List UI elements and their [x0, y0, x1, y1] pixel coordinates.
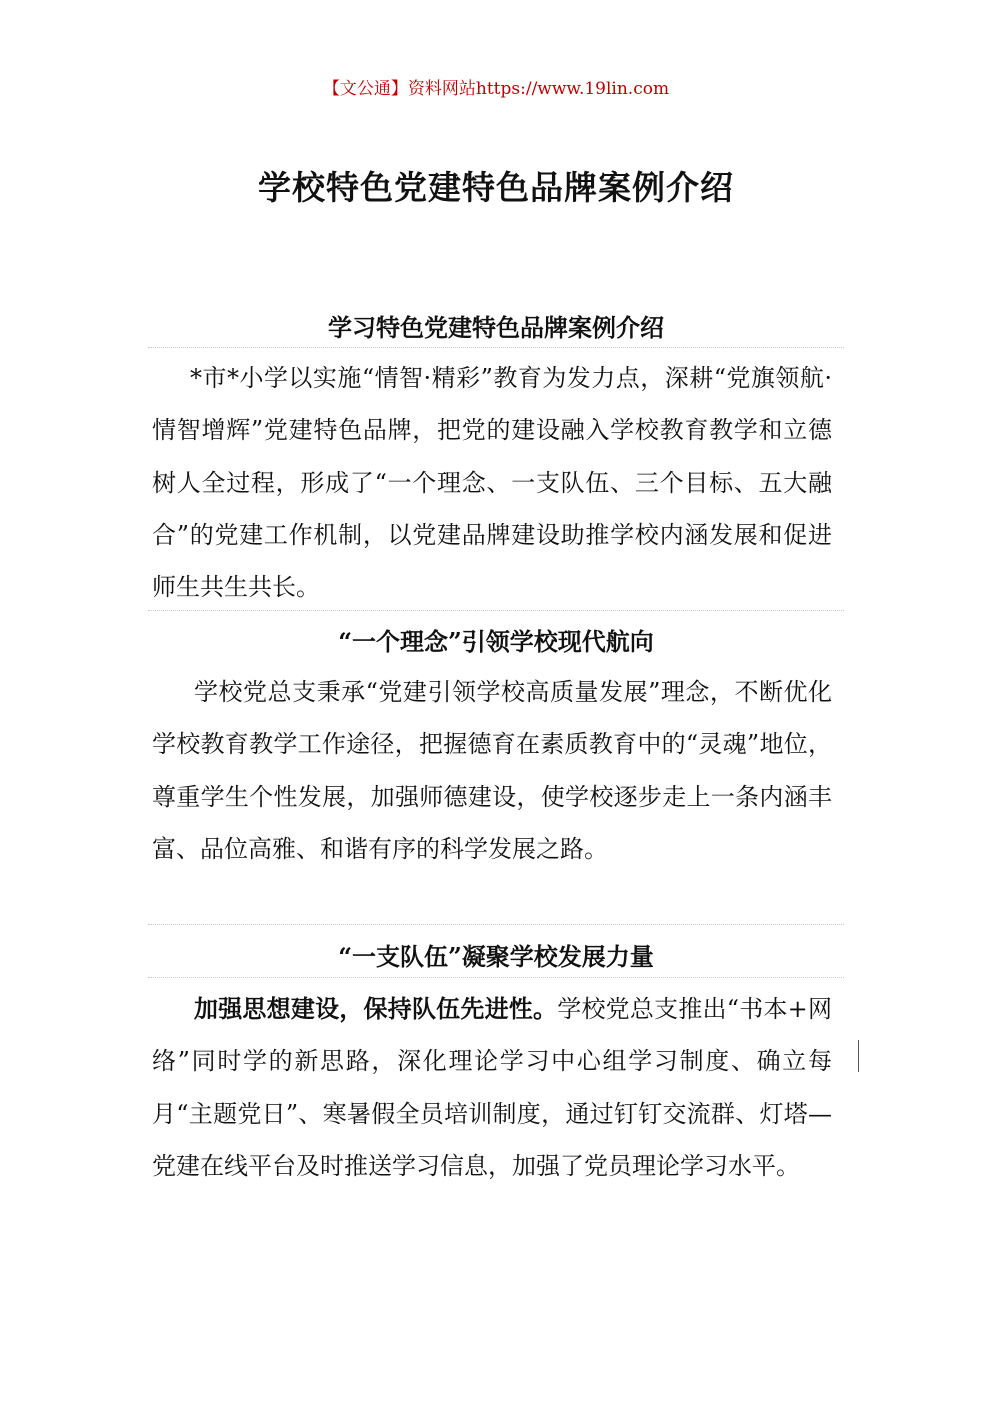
paragraph-bold-lead: 加强思想建设，保持队伍先进性。: [194, 994, 558, 1023]
divider: [148, 347, 844, 348]
document-title: 学校特色党建特色品牌案例介绍: [258, 168, 734, 207]
margin-mark: [858, 1040, 859, 1072]
divider: [148, 924, 844, 925]
divider: [148, 977, 844, 978]
section-paragraph-3: [152, 983, 832, 1192]
section-heading-2: “一个理念”引领学校现代航向: [338, 627, 654, 656]
section-heading-3: “一支队伍”凝聚学校发展力量: [338, 942, 654, 971]
section-paragraph-1: *市*小学以实施“情智·精彩”教育为发力点，深耕“党旗领航·情智增辉”党建特色品牌，把党的建设融入学校教育教学和立德树人全过程，形成了“一个理念、一支队伍、三个目标、五大融合”的党建工作机制，以党建品牌建设助推学校内涵发展和促进师生共生共长。: [152, 364, 832, 602]
section-heading-1: 学习特色党建特色品牌案例介绍: [328, 313, 664, 342]
section-paragraph-2: 学校党总支秉承“党建引领学校高质量发展”理念，不断优化学校教育教学工作途径，把握德育在素质教育中的“灵魂”地位，尊重学生个性发展，加强师德建设，使学校逐步走上一条内涵丰富、品位高雅、和谐有序的科学发展之路。: [152, 678, 832, 863]
site-watermark-header: 【文公通】资料网站https://www.19lin.com: [322, 79, 670, 99]
paragraph-body: 学校党总支推出“书本+网络”同时学的新思路，深化理论学习中心组学习制度、确立每月“主题党日”、寒暑假全员培训制度，通过钉钉交流群、灯塔—党建在线平台及时推送学习信息，加强了党员理论学习水平。: [152, 995, 833, 1180]
divider: [148, 610, 844, 611]
